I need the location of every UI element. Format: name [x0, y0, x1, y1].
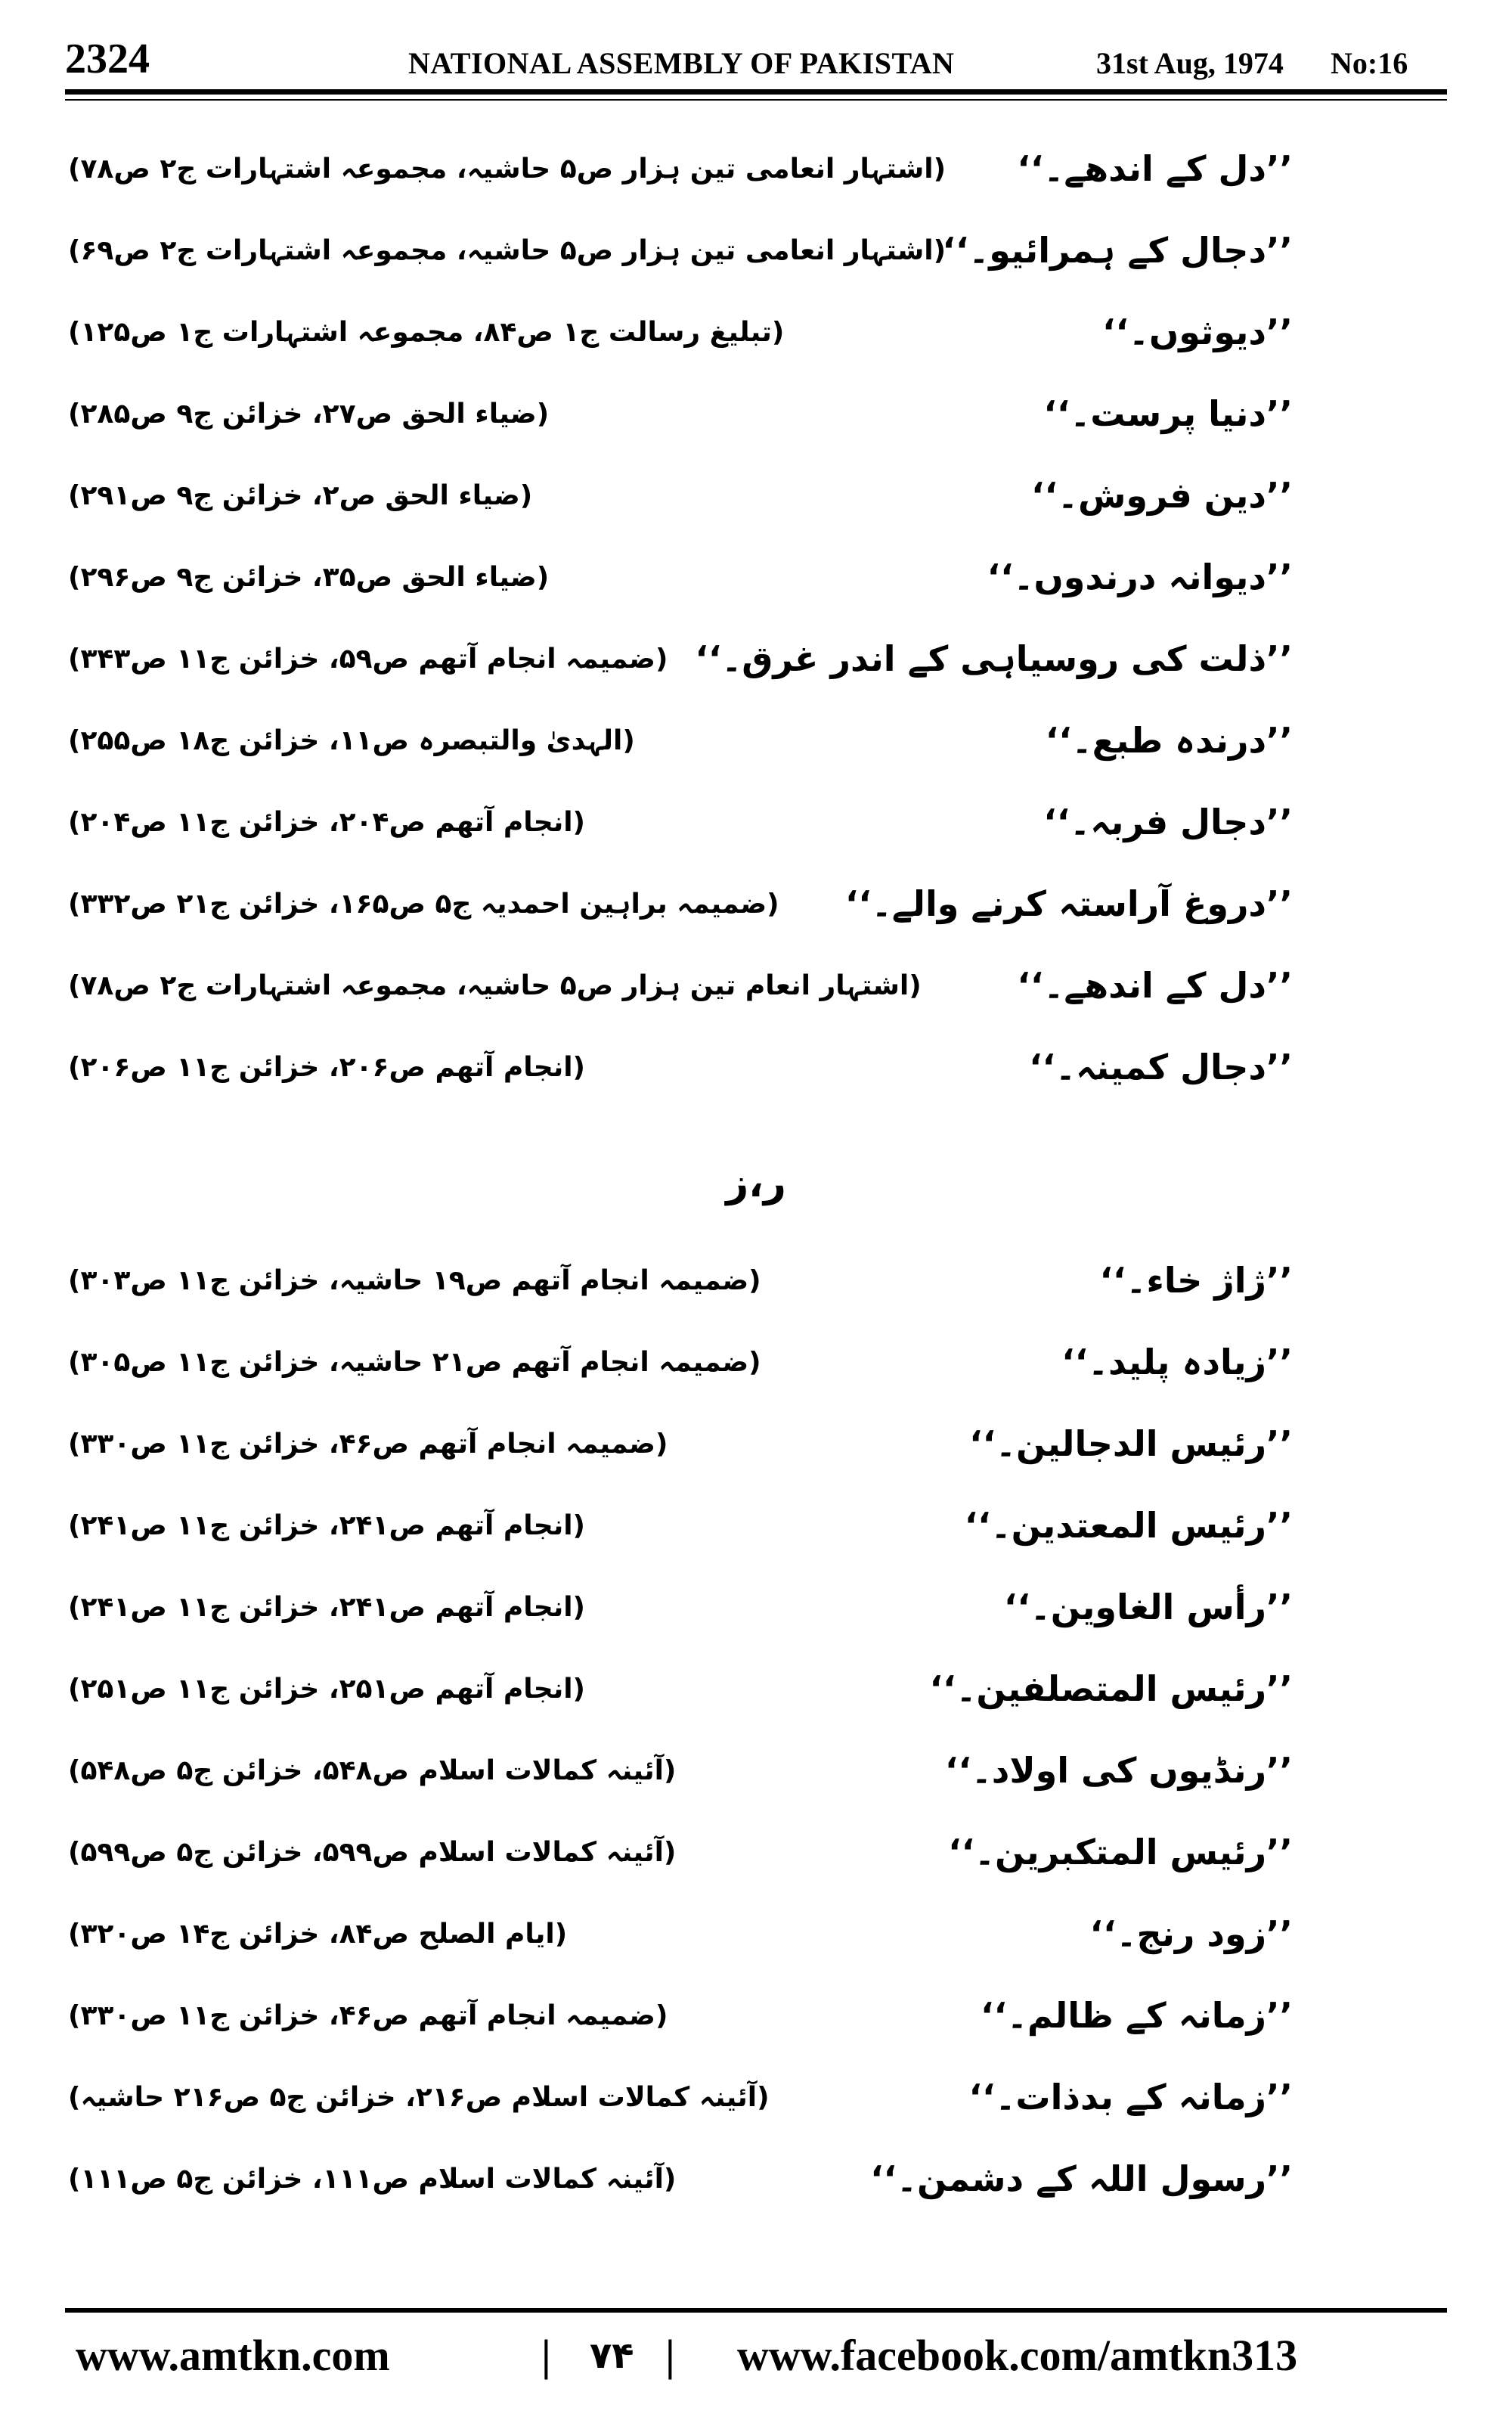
list-item — [0, 875, 1512, 957]
entry-list-ray-zay — [0, 1252, 1512, 2232]
entry-term: ’’زمانہ کے بدذات۔‘‘ — [968, 2077, 1293, 2118]
entry-term: ’’دیوثوں۔‘‘ — [1102, 312, 1293, 352]
entry-reference: (ضمیمہ انجام آتھم ص۱۹ حاشیہ، خزائن ج۱۱ ص۳۰۳) — [68, 1265, 761, 1296]
footer-separator: | — [541, 2331, 551, 2380]
entry-reference: (انجام آتھم ص۲۴۱، خزائن ج۱۱ ص۲۴۱) — [68, 1510, 586, 1541]
entry-term: ’’دل کے اندھے۔‘‘ — [1017, 148, 1293, 189]
page-number: 2324 — [65, 36, 150, 82]
issue-date: 31st Aug, 1974 — [1096, 46, 1284, 80]
entry-reference: (انجام آتھم ص۲۴۱، خزائن ج۱۱ ص۲۴۱) — [68, 1592, 586, 1623]
list-item — [0, 2150, 1512, 2232]
entry-reference: (ضمیمہ انجام آتھم ص۴۶، خزائن ج۱۱ ص۳۳۰) — [68, 2000, 668, 2031]
entry-term: ’’دین فروش۔‘‘ — [1031, 475, 1293, 516]
entry-reference: (اشتہار انعامی تین ہزار ص۵ حاشیہ، مجموعہ اشتہارات ج۲ ص۷۸) — [68, 154, 947, 185]
entry-reference: (ضیاء الحق ص۲۷، خزائن ج۹ ص۲۸۵) — [68, 399, 550, 430]
page-header — [0, 0, 1512, 106]
page-footer — [0, 2325, 1512, 2394]
list-item — [0, 1742, 1512, 1823]
entry-reference: (اشتہار انعامی تین ہزار ص۵ حاشیہ، مجموعہ اشتہارات ج۲ ص۶۹) — [68, 235, 947, 266]
header-divider-thin — [65, 99, 1447, 101]
entry-term: ’’ژاژ خاء۔‘‘ — [1099, 1260, 1293, 1301]
footer-separator: | — [665, 2331, 675, 2380]
entry-term: ’’ذلت کی روسیاہی کے اندر غرق۔‘‘ — [695, 638, 1293, 679]
list-item — [0, 1038, 1512, 1120]
entry-reference: (ضیاء الحق ص۳۵، خزائن ج۹ ص۲۹۶) — [68, 562, 550, 593]
entry-reference: (آئینہ کمالات اسلام ص۵۹۹، خزائن ج۵ ص۵۹۹) — [68, 1837, 677, 1868]
list-item — [0, 140, 1512, 222]
list-item — [0, 1578, 1512, 1660]
list-item — [0, 712, 1512, 793]
list-item — [0, 793, 1512, 875]
entry-term: ’’دیوانہ درندوں۔‘‘ — [987, 557, 1293, 597]
entry-reference: (آئینہ کمالات اسلام ص۵۴۸، خزائن ج۵ ص۵۴۸) — [68, 1755, 677, 1786]
header-divider-thick — [65, 89, 1447, 95]
entry-term: ’’درندہ طبع۔‘‘ — [1045, 720, 1293, 761]
entry-term: ’’دنیا پرست۔‘‘ — [1043, 393, 1293, 434]
list-item — [0, 548, 1512, 630]
facebook-link[interactable]: www.facebook.com/amtkn313 — [737, 2331, 1298, 2380]
entry-term: ’’رئیس المعتدین۔‘‘ — [964, 1505, 1293, 1546]
entry-reference: (ضمیمہ انجام آتھم ص۵۹، خزائن ج۱۱ ص۳۴۳) — [68, 644, 668, 675]
entry-reference: (ایام الصلح ص۸۴، خزائن ج۱۴ ص۳۲۰) — [68, 1919, 568, 1950]
list-item — [0, 467, 1512, 548]
list-item — [0, 1660, 1512, 1742]
list-item — [0, 385, 1512, 467]
entry-term: ’’زود رنج۔‘‘ — [1089, 1913, 1293, 1954]
list-item — [0, 1823, 1512, 1905]
entry-reference: (ضیاء الحق ص۲، خزائن ج۹ ص۲۹۱) — [68, 480, 533, 511]
entry-term: ’’دجال کمینہ۔‘‘ — [1029, 1047, 1293, 1087]
entry-reference: (اشتہار انعام تین ہزار ص۵ حاشیہ، مجموعہ اشتہارات ج۲ ص۷۸) — [68, 970, 922, 1001]
entry-term: ’’دروغ آراستہ کرنے والے۔‘‘ — [844, 883, 1293, 924]
issue-number: No:16 — [1331, 46, 1408, 80]
entry-reference: (ضمیمہ انجام آتھم ص۲۱ حاشیہ، خزائن ج۱۱ ص۳۰۵) — [68, 1347, 761, 1378]
entry-reference: (آئینہ کمالات اسلام ص۲۱۶، خزائن ج۵ ص۲۱۶ حاشیہ) — [68, 2082, 770, 2113]
entry-term: ’’رئیس المتصلفین۔‘‘ — [929, 1668, 1293, 1709]
list-item — [0, 1905, 1512, 1987]
entry-reference: (تبلیغ رسالت ج۱ ص۸۴، مجموعہ اشتہارات ج۱ ص۱۲۵) — [68, 317, 785, 348]
list-item — [0, 630, 1512, 712]
list-item — [0, 222, 1512, 303]
entry-term: ’’دجال فربہ۔‘‘ — [1043, 802, 1293, 842]
entry-term: ’’رئیس الدجالین۔‘‘ — [969, 1423, 1293, 1464]
entry-reference: (ضمیمہ انجام آتھم ص۴۶، خزائن ج۱۱ ص۳۳۰) — [68, 1429, 668, 1460]
entry-reference: (انجام آتھم ص۲۵۱، خزائن ج۱۱ ص۲۵۱) — [68, 1674, 586, 1705]
list-item — [0, 303, 1512, 385]
list-item — [0, 2068, 1512, 2150]
entry-reference: (الہدیٰ والتبصرہ ص۱۱، خزائن ج۱۸ ص۲۵۵) — [68, 725, 635, 756]
entry-term: ’’رئیس المتکبرین۔‘‘ — [948, 1832, 1293, 1872]
entry-term: ’’دجال کے ہمرائیو۔‘‘ — [942, 230, 1293, 271]
entry-term: ’’زمانہ کے ظالم۔‘‘ — [981, 1995, 1293, 2036]
section-heading: ر،ز — [726, 1161, 786, 1206]
list-item — [0, 957, 1512, 1038]
list-item — [0, 1333, 1512, 1415]
entry-term: ’’رسول اللہ کے دشمن۔‘‘ — [870, 2158, 1293, 2199]
entry-reference: (آئینہ کمالات اسلام ص۱۱۱، خزائن ج۵ ص۱۱۱) — [68, 2164, 677, 2195]
entry-reference: (ضمیمہ براہین احمدیہ ج۵ ص۱۶۵، خزائن ج۲۱ ص۳۳۲) — [68, 889, 779, 920]
entry-reference: (انجام آتھم ص۲۰۶، خزائن ج۱۱ ص۲۰۶) — [68, 1052, 586, 1083]
list-item — [0, 1252, 1512, 1333]
entry-term: ’’رنڈیوں کی اولاد۔‘‘ — [944, 1750, 1293, 1791]
entry-term: ’’رأس الغاوین۔‘‘ — [1003, 1587, 1293, 1627]
entry-list-dal-zal — [0, 140, 1512, 1120]
entry-term: ’’دل کے اندھے۔‘‘ — [1017, 965, 1293, 1006]
footer-divider — [65, 2308, 1447, 2313]
entry-term: ’’زیادہ پلید۔‘‘ — [1061, 1342, 1293, 1382]
list-item — [0, 1987, 1512, 2068]
publication-title: NATIONAL ASSEMBLY OF PAKISTAN — [408, 46, 955, 80]
footer-page-number: ۷۴ — [590, 2335, 634, 2377]
list-item — [0, 1415, 1512, 1497]
entry-reference: (انجام آتھم ص۲۰۴، خزائن ج۱۱ ص۲۰۴) — [68, 807, 586, 838]
website-link[interactable]: www.amtkn.com — [76, 2331, 390, 2380]
list-item — [0, 1497, 1512, 1578]
